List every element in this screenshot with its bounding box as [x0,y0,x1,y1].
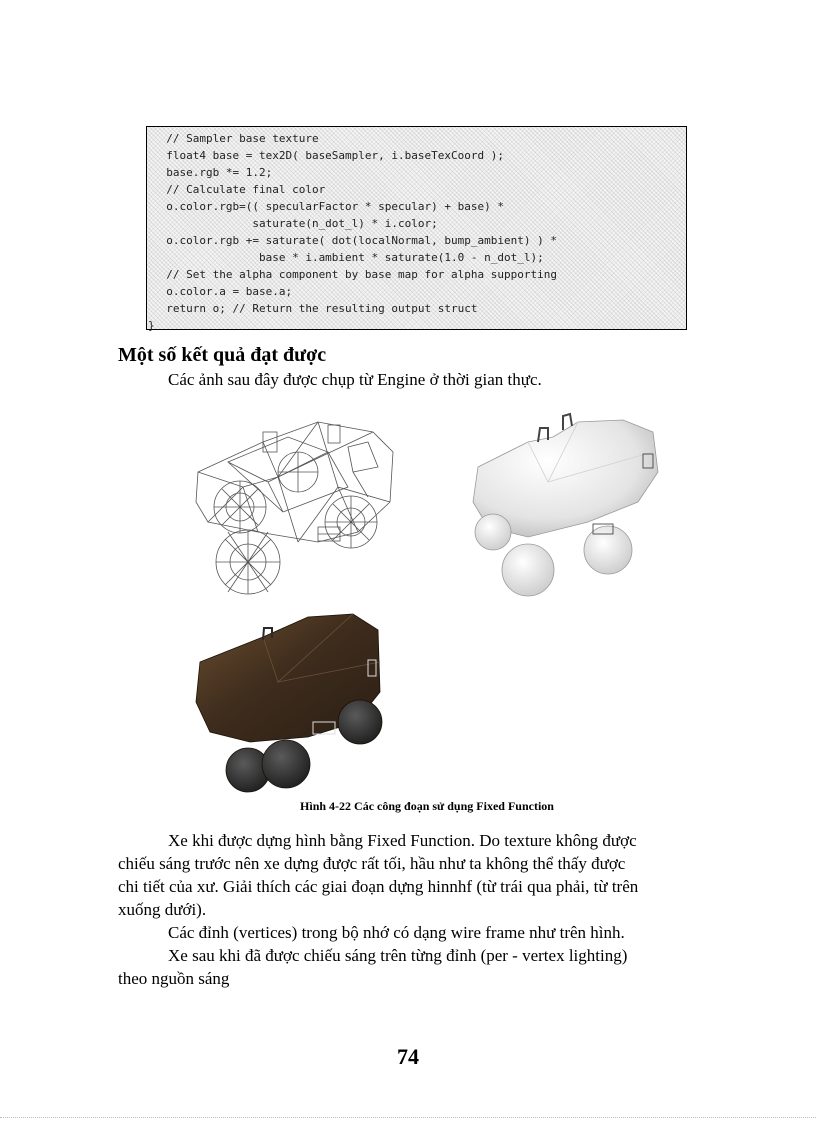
code-line: // Calculate final color [153,183,326,196]
textured-truck [196,614,382,792]
code-line: // Set the alpha component by base map for alpha supporting [153,268,557,281]
paragraph-line: Xe sau khi đã được chiếu sáng trên từng đỉnh (per - vertex lighting) [168,946,628,965]
code-line: o.color.rgb += saturate( dot(localNormal, bump_ambient) ) * [153,234,557,247]
code-line: return o; // Return the resulting output struct [153,302,478,315]
code-line: } [148,319,155,332]
wireframe-truck [196,422,393,594]
code-line: saturate(n_dot_l) * i.color; [153,217,438,230]
code-line: float4 base = tex2D( baseSampler, i.baseTexCoord ); [153,149,504,162]
figure-caption: Hình 4-22 Các công đoạn sử dụng Fixed Function [300,799,554,813]
figure-truck-renders [168,392,686,796]
paragraph-line: chiếu sáng trước nên xe dựng được rất tối, hầu như ta không thể thấy được [118,854,626,873]
page-edge-divider [0,1117,816,1118]
code-line: base.rgb *= 1.2; [153,166,273,179]
code-line: o.color.a = base.a; [153,285,293,298]
code-line: o.color.rgb=(( specularFactor * specular) + base) * [153,200,504,213]
shaded-truck [473,414,658,596]
page-number: 74 [397,1044,419,1069]
section-heading: Một số kết quả đạt được [118,344,327,366]
paragraph-line: xuống dưới). [118,900,207,919]
paragraph-line: theo nguồn sáng [118,969,230,988]
paragraph-line: Các đỉnh (vertices) trong bộ nhớ có dạng wire frame như trên hình. [168,923,625,942]
intro-text: Các ảnh sau đây được chụp từ Engine ở thời gian thực. [168,370,542,389]
code-line: base * i.ambient * saturate(1.0 - n_dot_l); [153,251,544,264]
paragraph-line: Xe khi được dựng hình bằng Fixed Function. Do texture không được [168,831,637,850]
code-line: // Sampler base texture [153,132,319,145]
code-listing [146,126,687,330]
paragraph-line: chi tiết của xư. Giải thích các giai đoạn dựng hinnhf (từ trái qua phải, từ trên [118,877,639,896]
